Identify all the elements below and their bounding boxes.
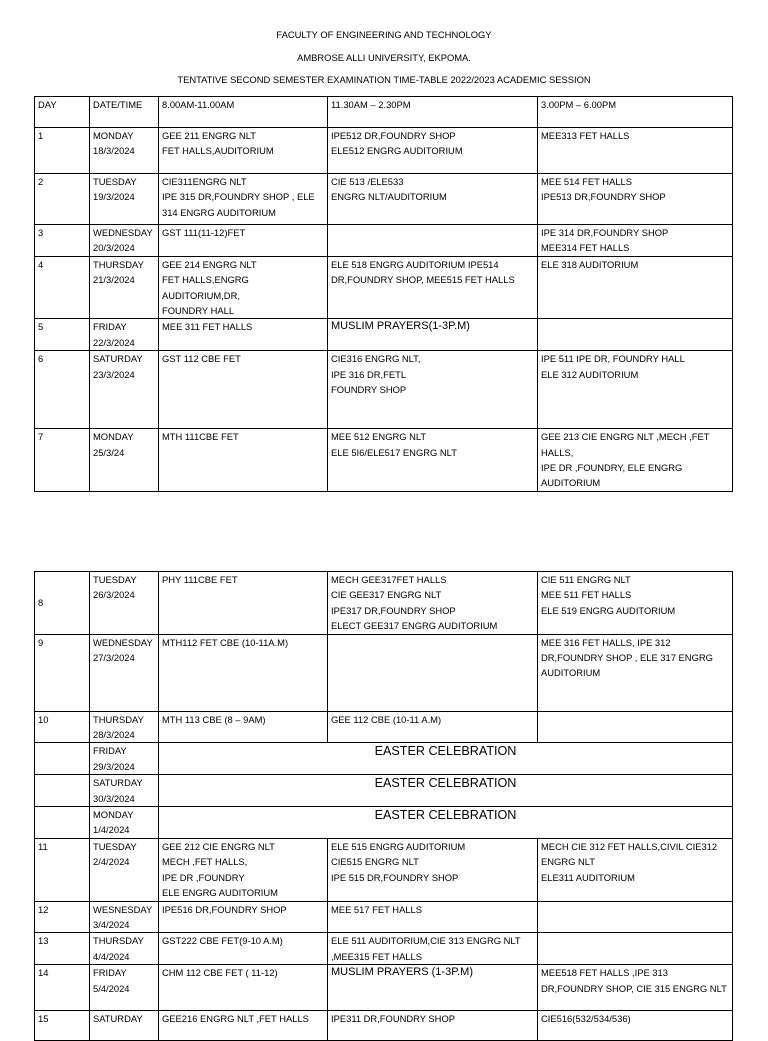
table-row <box>35 965 733 1011</box>
slot-afternoon-cell <box>538 901 733 933</box>
date-cell: TUESDAY 2/4/2024 <box>90 838 159 901</box>
day-number-cell: 10 <box>35 711 90 743</box>
slot-morning-cell: PHY 111CBE FET <box>159 572 328 635</box>
holiday-cell: EASTER CELEBRATION <box>159 775 733 807</box>
table-row <box>35 319 733 351</box>
date-cell: FRIDAY 29/3/2024 <box>90 743 159 775</box>
date-cell: SATURDAY 30/3/2024 <box>90 775 159 807</box>
table-row <box>35 351 733 429</box>
table-row <box>35 572 733 635</box>
col-header-slot-midday: 11.30AM – 2.30PM <box>328 97 538 128</box>
slot-afternoon-cell: ELE 318 AUDITORIUM <box>538 256 733 319</box>
table-row <box>35 743 733 775</box>
date-cell: MONDAY 18/3/2024 <box>90 128 159 174</box>
slot-morning-cell: GEE 212 CIE ENGRG NLT MECH ,FET HALLS, IPE DR ,FOUNDRY ELE ENGRG AUDITORIUM <box>159 838 328 901</box>
slot-afternoon-cell <box>538 319 733 351</box>
table-row <box>35 225 733 257</box>
slot-morning-cell: CHM 112 CBE FET ( 11-12) <box>159 965 328 1011</box>
table-row <box>35 838 733 901</box>
table-row <box>35 429 733 492</box>
day-number-cell: 12 <box>35 901 90 933</box>
slot-midday-cell <box>328 634 538 711</box>
slot-afternoon-cell: IPE 314 DR,FOUNDRY SHOP MEE314 FET HALLS <box>538 225 733 257</box>
col-header-day: DAY <box>35 97 90 128</box>
table-row <box>35 711 733 743</box>
day-number-cell: 1 <box>35 128 90 174</box>
slot-afternoon-cell: GEE 213 CIE ENGRG NLT ,MECH ,FET HALLS, IPE DR ,FOUNDRY, ELE ENGRG AUDITORIUM <box>538 429 733 492</box>
table-header-row <box>35 97 733 128</box>
slot-midday-cell: ELE 515 ENGRG AUDITORIUM CIE515 ENGRG NLT IPE 515 DR,FOUNDRY SHOP <box>328 838 538 901</box>
slot-morning-cell: GEE 211 ENGRG NLT FET HALLS,AUDITORIUM <box>159 128 328 174</box>
slot-afternoon-cell: MEE518 FET HALLS ,IPE 313 DR,FOUNDRY SHOP, CIE 315 ENGRG NLT <box>538 965 733 1011</box>
timetable-part-1 <box>34 96 733 492</box>
timetable-part-2 <box>34 571 733 1041</box>
slot-morning-cell: GST 111(11-12)FET <box>159 225 328 257</box>
slot-afternoon-cell: CIE516(532/534/536) <box>538 1011 733 1041</box>
day-number-cell: 2 <box>35 174 90 225</box>
day-number-cell: 9 <box>35 634 90 711</box>
table-row <box>35 901 733 933</box>
day-number-cell <box>35 807 90 839</box>
slot-morning-cell: CIE311ENGRG NLT IPE 315 DR,FOUNDRY SHOP , ELE 314 ENGRG AUDITORIUM <box>159 174 328 225</box>
slot-midday-cell: MECH GEE317FET HALLS CIE GEE317 ENGRG NLT IPE317 DR,FOUNDRY SHOP ELECT GEE317 ENGRG AUDITORIUM <box>328 572 538 635</box>
day-number-cell <box>35 743 90 775</box>
slot-midday-cell <box>328 225 538 257</box>
day-number-cell: 4 <box>35 256 90 319</box>
day-number-cell: 11 <box>35 838 90 901</box>
table-row <box>35 128 733 174</box>
slot-midday-cell: MUSLIM PRAYERS(1-3P.M) <box>328 319 538 351</box>
date-cell: SATURDAY 23/3/2024 <box>90 351 159 429</box>
university-heading: AMBROSE ALLI UNIVERSITY, EKPOMA. <box>297 52 471 63</box>
day-number-cell: 6 <box>35 351 90 429</box>
col-header-date: DATE/TIME <box>90 97 159 128</box>
day-number-cell: 14 <box>35 965 90 1011</box>
date-cell: SATURDAY <box>90 1011 159 1041</box>
date-cell: TUESDAY 26/3/2024 <box>90 572 159 635</box>
holiday-cell: EASTER CELEBRATION <box>159 743 733 775</box>
date-cell: MONDAY 1/4/2024 <box>90 807 159 839</box>
slot-midday-cell: ELE 518 ENGRG AUDITORIUM IPE514 DR,FOUNDRY SHOP, MEE515 FET HALLS <box>328 256 538 319</box>
slot-morning-cell: MEE 311 FET HALLS <box>159 319 328 351</box>
slot-afternoon-cell: IPE 511 IPE DR, FOUNDRY HALL ELE 312 AUDITORIUM <box>538 351 733 429</box>
table-row <box>35 775 733 807</box>
col-header-slot-morning: 8.00AM-11.00AM <box>159 97 328 128</box>
slot-morning-cell: GST 112 CBE FET <box>159 351 328 429</box>
slot-morning-cell: GEE 214 ENGRG NLT FET HALLS,ENGRG AUDITORIUM,DR, FOUNDRY HALL <box>159 256 328 319</box>
slot-morning-cell: MTH 111CBE FET <box>159 429 328 492</box>
slot-morning-cell: GEE216 ENGRG NLT ,FET HALLS <box>159 1011 328 1041</box>
date-cell: FRIDAY 5/4/2024 <box>90 965 159 1011</box>
slot-afternoon-cell: CIE 511 ENGRG NLT MEE 511 FET HALLS ELE 519 ENGRG AUDITORIUM <box>538 572 733 635</box>
day-number-cell: 7 <box>35 429 90 492</box>
slot-midday-cell: CIE316 ENGRG NLT, IPE 316 DR,FETL FOUNDRY SHOP <box>328 351 538 429</box>
date-cell: THURSDAY 4/4/2024 <box>90 933 159 965</box>
day-number-cell: 15 <box>35 1011 90 1041</box>
slot-midday-cell: GEE 112 CBE (10-11 A.M) <box>328 711 538 743</box>
day-number-cell: 5 <box>35 319 90 351</box>
timetable-title: TENTATIVE SECOND SEMESTER EXAMINATION TIME-TABLE 2022/2023 ACADEMIC SESSION <box>177 74 591 85</box>
slot-afternoon-cell <box>538 933 733 965</box>
slot-midday-cell: MEE 512 ENGRG NLT ELE 5I6/ELE517 ENGRG NLT <box>328 429 538 492</box>
slot-afternoon-cell: MEE 514 FET HALLS IPE513 DR,FOUNDRY SHOP <box>538 174 733 225</box>
date-cell: WEDNESDAY 27/3/2024 <box>90 634 159 711</box>
day-number-cell: 8 <box>35 572 90 635</box>
date-cell: WESNESDAY 3/4/2024 <box>90 901 159 933</box>
date-cell: TUESDAY 19/3/2024 <box>90 174 159 225</box>
date-cell: WEDNESDAY 20/3/2024 <box>90 225 159 257</box>
date-cell: THURSDAY 28/3/2024 <box>90 711 159 743</box>
day-number-cell: 13 <box>35 933 90 965</box>
slot-midday-cell: IPE311 DR,FOUNDRY SHOP <box>328 1011 538 1041</box>
slot-morning-cell: GST222 CBE FET(9-10 A.M) <box>159 933 328 965</box>
slot-afternoon-cell: MEE313 FET HALLS <box>538 128 733 174</box>
table-row <box>35 174 733 225</box>
slot-afternoon-cell <box>538 711 733 743</box>
date-cell: FRIDAY 22/3/2024 <box>90 319 159 351</box>
table-row <box>35 933 733 965</box>
slot-midday-cell: CIE 513 /ELE533 ENGRG NLT/AUDITORIUM <box>328 174 538 225</box>
date-cell: THURSDAY 21/3/2024 <box>90 256 159 319</box>
slot-afternoon-cell: MECH CIE 312 FET HALLS,CIVIL CIE312 ENGRG NLT ELE311 AUDITORIUM <box>538 838 733 901</box>
table-row <box>35 256 733 319</box>
slot-morning-cell: IPE516 DR,FOUNDRY SHOP <box>159 901 328 933</box>
table-row <box>35 634 733 711</box>
slot-morning-cell: MTH 113 CBE (8 – 9AM) <box>159 711 328 743</box>
col-header-slot-afternoon: 3.00PM – 6.00PM <box>538 97 733 128</box>
table-row <box>35 1011 733 1041</box>
day-number-cell: 3 <box>35 225 90 257</box>
slot-afternoon-cell: MEE 316 FET HALLS, IPE 312 DR,FOUNDRY SHOP , ELE 317 ENGRG AUDITORIUM <box>538 634 733 711</box>
holiday-cell: EASTER CELEBRATION <box>159 807 733 839</box>
day-number-cell <box>35 775 90 807</box>
slot-midday-cell: MUSLIM PRAYERS (1-3P.M) <box>328 965 538 1011</box>
slot-morning-cell: MTH112 FET CBE (10-11A.M) <box>159 634 328 711</box>
faculty-heading: FACULTY OF ENGINEERING AND TECHNOLOGY <box>276 29 492 40</box>
slot-midday-cell: MEE 517 FET HALLS <box>328 901 538 933</box>
slot-midday-cell: IPE512 DR,FOUNDRY SHOP ELE512 ENGRG AUDITORIUM <box>328 128 538 174</box>
date-cell: MONDAY 25/3/24 <box>90 429 159 492</box>
table-row <box>35 807 733 839</box>
slot-midday-cell: ELE 511 AUDITORIUM,CIE 313 ENGRG NLT ,MEE315 FET HALLS <box>328 933 538 965</box>
